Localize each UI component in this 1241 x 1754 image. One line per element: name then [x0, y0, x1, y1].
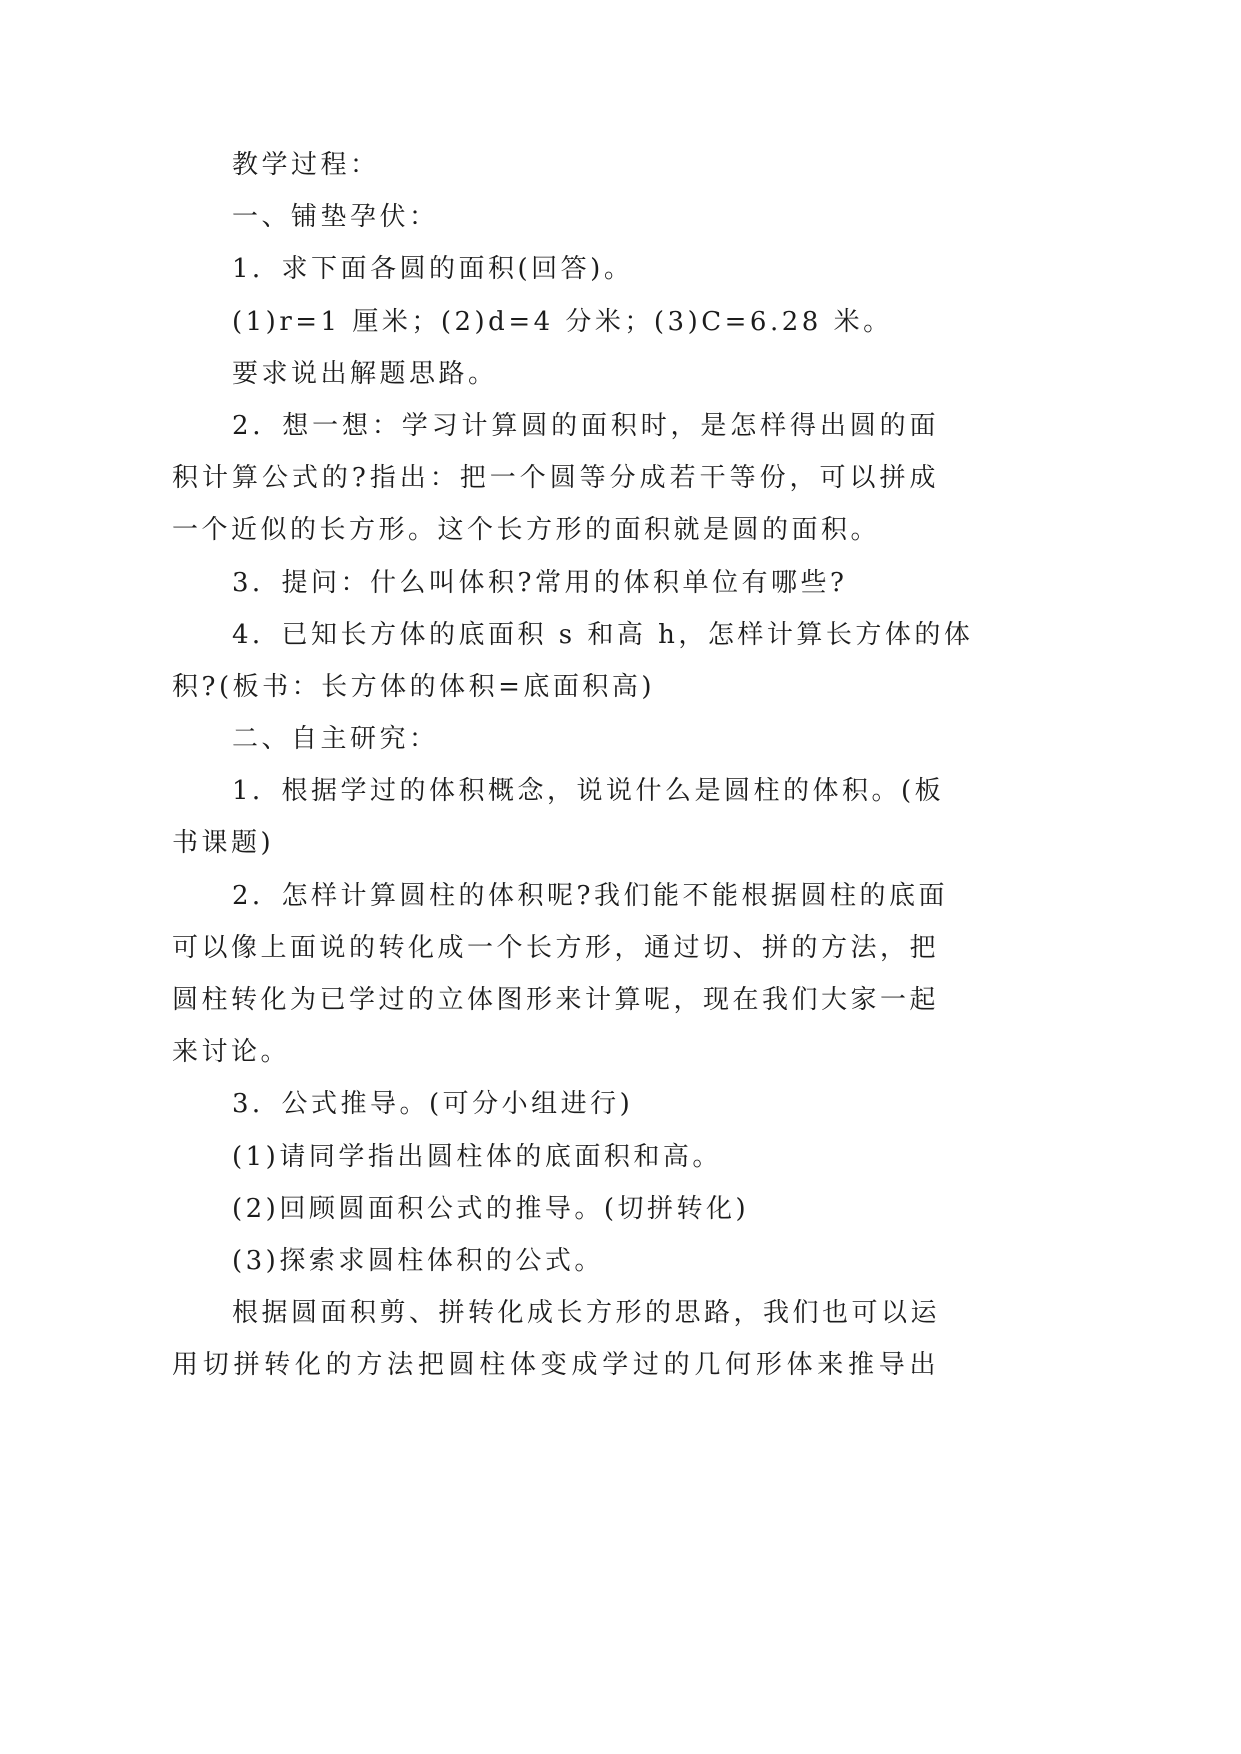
paragraph	[172, 1131, 939, 1183]
text-line: (3)探索求圆柱体积的公式。	[232, 1245, 604, 1276]
text-line: 要求说出解题思路。	[232, 358, 498, 389]
text-line: 二、自主研究：	[232, 724, 439, 755]
text-line: (1)请同学指出圆柱体的底面积和高。	[232, 1141, 722, 1172]
document-body	[172, 139, 974, 1392]
paragraph	[172, 1287, 939, 1391]
text-line: 2．怎样计算圆柱的体积呢?我们能不能根据圆柱的底面	[232, 880, 948, 911]
text-line: 圆柱转化为已学过的立体图形来计算呢，现在我们大家一起	[172, 985, 940, 1015]
paragraph	[172, 1183, 939, 1235]
paragraph	[172, 243, 939, 295]
text-line: 1．根据学过的体积概念，说说什么是圆柱的体积。(板	[232, 776, 945, 807]
paragraph	[172, 557, 939, 609]
paragraph	[172, 400, 939, 557]
text-line: 根据圆面积剪、拼转化成长方形的思路，我们也可以运	[232, 1298, 941, 1329]
text-line: 用切拼转化的方法把圆柱体变成学过的几何形体来推导出	[172, 1350, 939, 1381]
paragraph	[172, 870, 948, 1079]
section-heading-process	[172, 139, 939, 191]
text-line: 可以像上面说的转化成一个长方形，通过切、拼的方法，把	[172, 932, 940, 963]
text-line: (1)r=1 厘米；(2)d=4 分米；(3)C=6.28 米。	[232, 306, 893, 337]
paragraph	[172, 1078, 939, 1130]
paragraph	[172, 609, 974, 713]
section-heading-self-study	[172, 713, 939, 765]
text-line: 3．公式推导。(可分小组进行)	[232, 1089, 634, 1120]
text-line: 教学过程：	[232, 150, 380, 180]
paragraph	[172, 1235, 939, 1287]
text-line: 书课题)	[172, 828, 275, 859]
text-line: 2．想一想：学习计算圆的面积时，是怎样得出圆的面	[232, 410, 939, 441]
paragraph	[172, 765, 945, 869]
text-line: 积计算公式的?指出：把一个圆等分成若干等份，可以拼成	[172, 463, 939, 494]
paragraph	[172, 348, 939, 400]
text-line: 4．已知长方体的底面积 s 和高 h，怎样计算长方体的体	[232, 619, 974, 650]
text-line: 3．提问：什么叫体积?常用的体积单位有哪些?	[232, 567, 848, 598]
text-line: 一、铺垫孕伏：	[232, 202, 439, 233]
text-line: 来讨论。	[172, 1037, 291, 1068]
section-heading-preparation	[172, 191, 939, 243]
text-line: 1．求下面各圆的面积(回答)。	[232, 254, 634, 285]
text-line: 积?(板书：长方体的体积=底面积高)	[172, 671, 656, 702]
text-line: 一个近似的长方形。这个长方形的面积就是圆的面积。	[172, 515, 881, 546]
text-line: (2)回顾圆面积公式的推导。(切拼转化)	[232, 1193, 750, 1224]
paragraph	[172, 296, 939, 348]
